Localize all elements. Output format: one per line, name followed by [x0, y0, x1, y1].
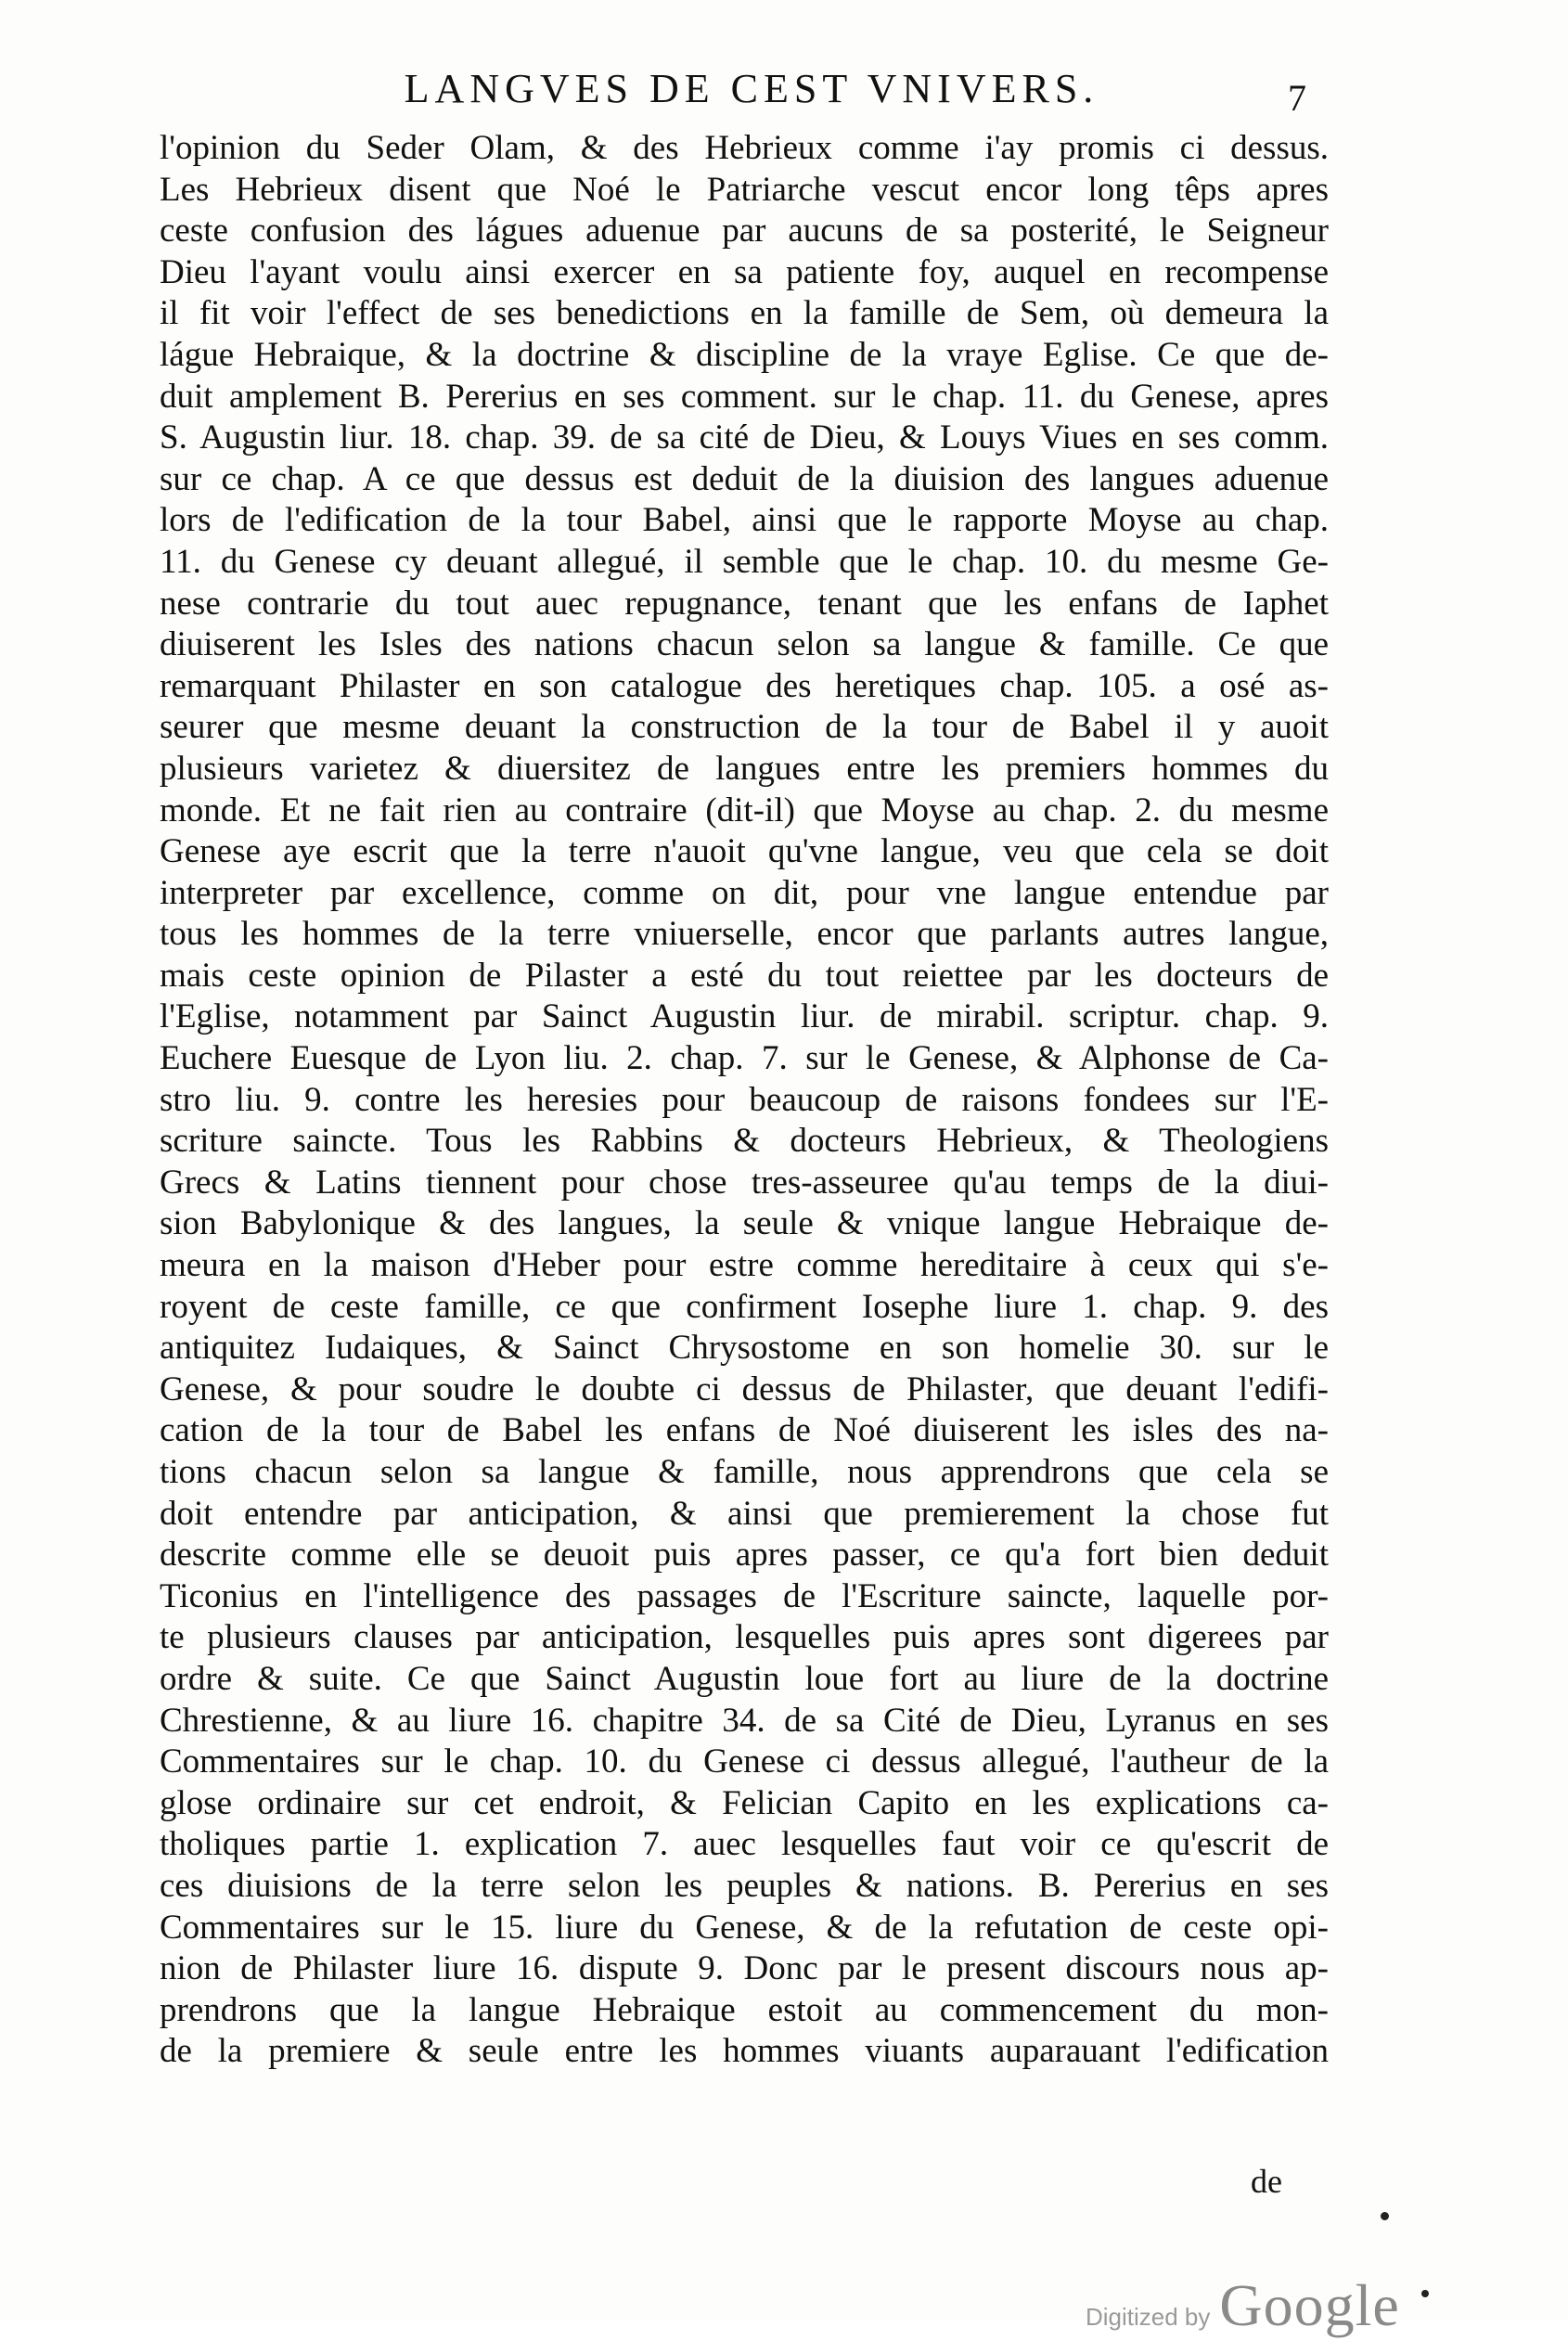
google-logo: Google — [1219, 2272, 1400, 2338]
text-line: mais ceste opinion de Pilaster a esté du tout reiettee par les docteurs de — [160, 956, 1329, 995]
text-line: de la premiere & seule entre les hommes viuants auparauant l'edification — [160, 2032, 1329, 2071]
text-line: Commentaires sur le chap. 10. du Genese ci dessus allegué, l'autheur de la — [160, 1742, 1329, 1781]
text-line: descrite comme elle se deuoit puis apres passer, ce qu'a fort bien deduit — [160, 1536, 1329, 1575]
text-line: Euchere Euesque de Lyon liu. 2. chap. 7. sur le Genese, & Alphonse de Ca- — [160, 1039, 1329, 1078]
text-line: doit entendre par anticipation, & ainsi que premierement la chose fut — [160, 1494, 1329, 1533]
text-line: plusieurs varietez & diuersitez de langues entre les premiers hommes du — [160, 749, 1329, 788]
text-line: tions chacun selon sa langue & famille, nous apprendrons que cela se — [160, 1453, 1329, 1491]
text-line: royent de ceste famille, ce que confirment Iosephe liure 1. chap. 9. des — [160, 1287, 1329, 1326]
text-line: glose ordinaire sur cet endroit, & Felician Capito en les explications ca- — [160, 1783, 1329, 1822]
text-line: lágue Hebraique, & la doctrine & discipline de la vraye Eglise. Ce que de- — [160, 335, 1329, 374]
digitized-watermark — [1086, 2271, 1400, 2340]
text-line: monde. Et ne fait rien au contraire (dit-il) que Moyse au chap. 2. du mesme — [160, 791, 1329, 829]
text-line: stro liu. 9. contre les heresies pour beaucoup de raisons fondees sur l'E- — [160, 1080, 1329, 1119]
ink-speck — [1381, 2212, 1389, 2220]
text-line: 11. du Genese cy deuant allegué, il semble que le chap. 10. du mesme Ge- — [160, 542, 1329, 581]
text-line: diuiserent les Isles des nations chacun selon sa langue & famille. Ce que — [160, 625, 1329, 664]
text-line: ordre & suite. Ce que Sainct Augustin loue fort au liure de la doctrine — [160, 1659, 1329, 1698]
text-line: te plusieurs clauses par anticipation, lesquelles puis apres sont digerees par — [160, 1618, 1329, 1657]
text-line: nion de Philaster liure 16. dispute 9. Donc par le present discours nous ap- — [160, 1949, 1329, 1988]
text-line: lors de l'edification de la tour Babel, ainsi que le rapporte Moyse au chap. — [160, 501, 1329, 540]
text-line: Genese, & pour soudre le doubte ci dessus de Philaster, que deuant l'edifi- — [160, 1369, 1329, 1408]
text-line: il fit voir l'effect de ses benedictions en la famille de Sem, où demeura la — [160, 294, 1329, 333]
text-line: l'Eglise, notamment par Sainct Augustin liur. de mirabil. scriptur. chap. 9. — [160, 997, 1329, 1036]
text-line: S. Augustin liur. 18. chap. 39. de sa cité de Dieu, & Louys Viues en ses comm. — [160, 418, 1329, 457]
text-line: Genese aye escrit que la terre n'auoit qu'vne langue, veu que cela se doit — [160, 832, 1329, 871]
body-text — [160, 128, 1329, 2073]
running-head: LANGVES DE CEST VNIVERS. — [404, 66, 1099, 111]
text-line: Dieu l'ayant voulu ainsi exercer en sa patiente foy, auquel en recompense — [160, 252, 1329, 291]
text-line: duit amplement B. Pererius en ses comment. sur le chap. 11. du Genese, apres — [160, 377, 1329, 416]
text-line: sion Babylonique & des langues, la seule & vnique langue Hebraique de- — [160, 1204, 1329, 1243]
text-line: Les Hebrieux disent que Noé le Patriarche vescut encor long têps apres — [160, 170, 1329, 209]
digitized-by-label: Digitized by — [1086, 2303, 1211, 2331]
text-line: nese contrarie du tout auec repugnance, tenant que les enfans de Iaphet — [160, 584, 1329, 623]
text-line: seurer que mesme deuant la construction de la tour de Babel il y auoit — [160, 708, 1329, 747]
text-line: sur ce chap. A ce que dessus est deduit de la diuision des langues aduenue — [160, 459, 1329, 498]
text-line: ceste confusion des lágues aduenue par aucuns de sa posterité, le Seigneur — [160, 212, 1329, 251]
text-line: Ticonius en l'intelligence des passages de l'Escriture saincte, laquelle por- — [160, 1576, 1329, 1615]
ink-speck — [1421, 2290, 1429, 2297]
text-line: prendrons que la langue Hebraique estoit au commencement du mon- — [160, 1990, 1329, 2029]
text-line: interpreter par excellence, comme on dit, pour vne langue entendue par — [160, 873, 1329, 912]
text-line: l'opinion du Seder Olam, & des Hebrieux comme i'ay promis ci dessus. — [160, 129, 1329, 167]
text-line: antiquitez Iudaiques, & Sainct Chrysostome en son homelie 30. sur le — [160, 1329, 1329, 1368]
text-line: cation de la tour de Babel les enfans de Noé diuiserent les isles des na- — [160, 1411, 1329, 1450]
text-line: meura en la maison d'Heber pour estre comme hereditaire à ceux qui s'e- — [160, 1246, 1329, 1285]
text-line: Commentaires sur le 15. liure du Genese, & de la refutation de ceste opi- — [160, 1908, 1329, 1947]
text-line: Chrestienne, & au liure 16. chapitre 34. de sa Cité de Dieu, Lyranus en ses — [160, 1701, 1329, 1740]
text-line: tous les hommes de la terre vniuerselle, encor que parlants autres langue, — [160, 915, 1329, 954]
text-line: remarquant Philaster en son catalogue des heretiques chap. 105. a osé as- — [160, 666, 1329, 705]
text-line: Grecs & Latins tiennent pour chose tres-asseuree qu'au temps de la diui- — [160, 1163, 1329, 1202]
page-number: 7 — [1288, 77, 1306, 119]
catchword: de — [1251, 2163, 1282, 2200]
text-line: scriture saincte. Tous les Rabbins & docteurs Hebrieux, & Theologiens — [160, 1122, 1329, 1161]
text-line: ces diuisions de la terre selon les peuples & nations. B. Pererius en ses — [160, 1866, 1329, 1905]
text-line: tholiques partie 1. explication 7. auec lesquelles faut voir ce qu'escrit de — [160, 1825, 1329, 1864]
